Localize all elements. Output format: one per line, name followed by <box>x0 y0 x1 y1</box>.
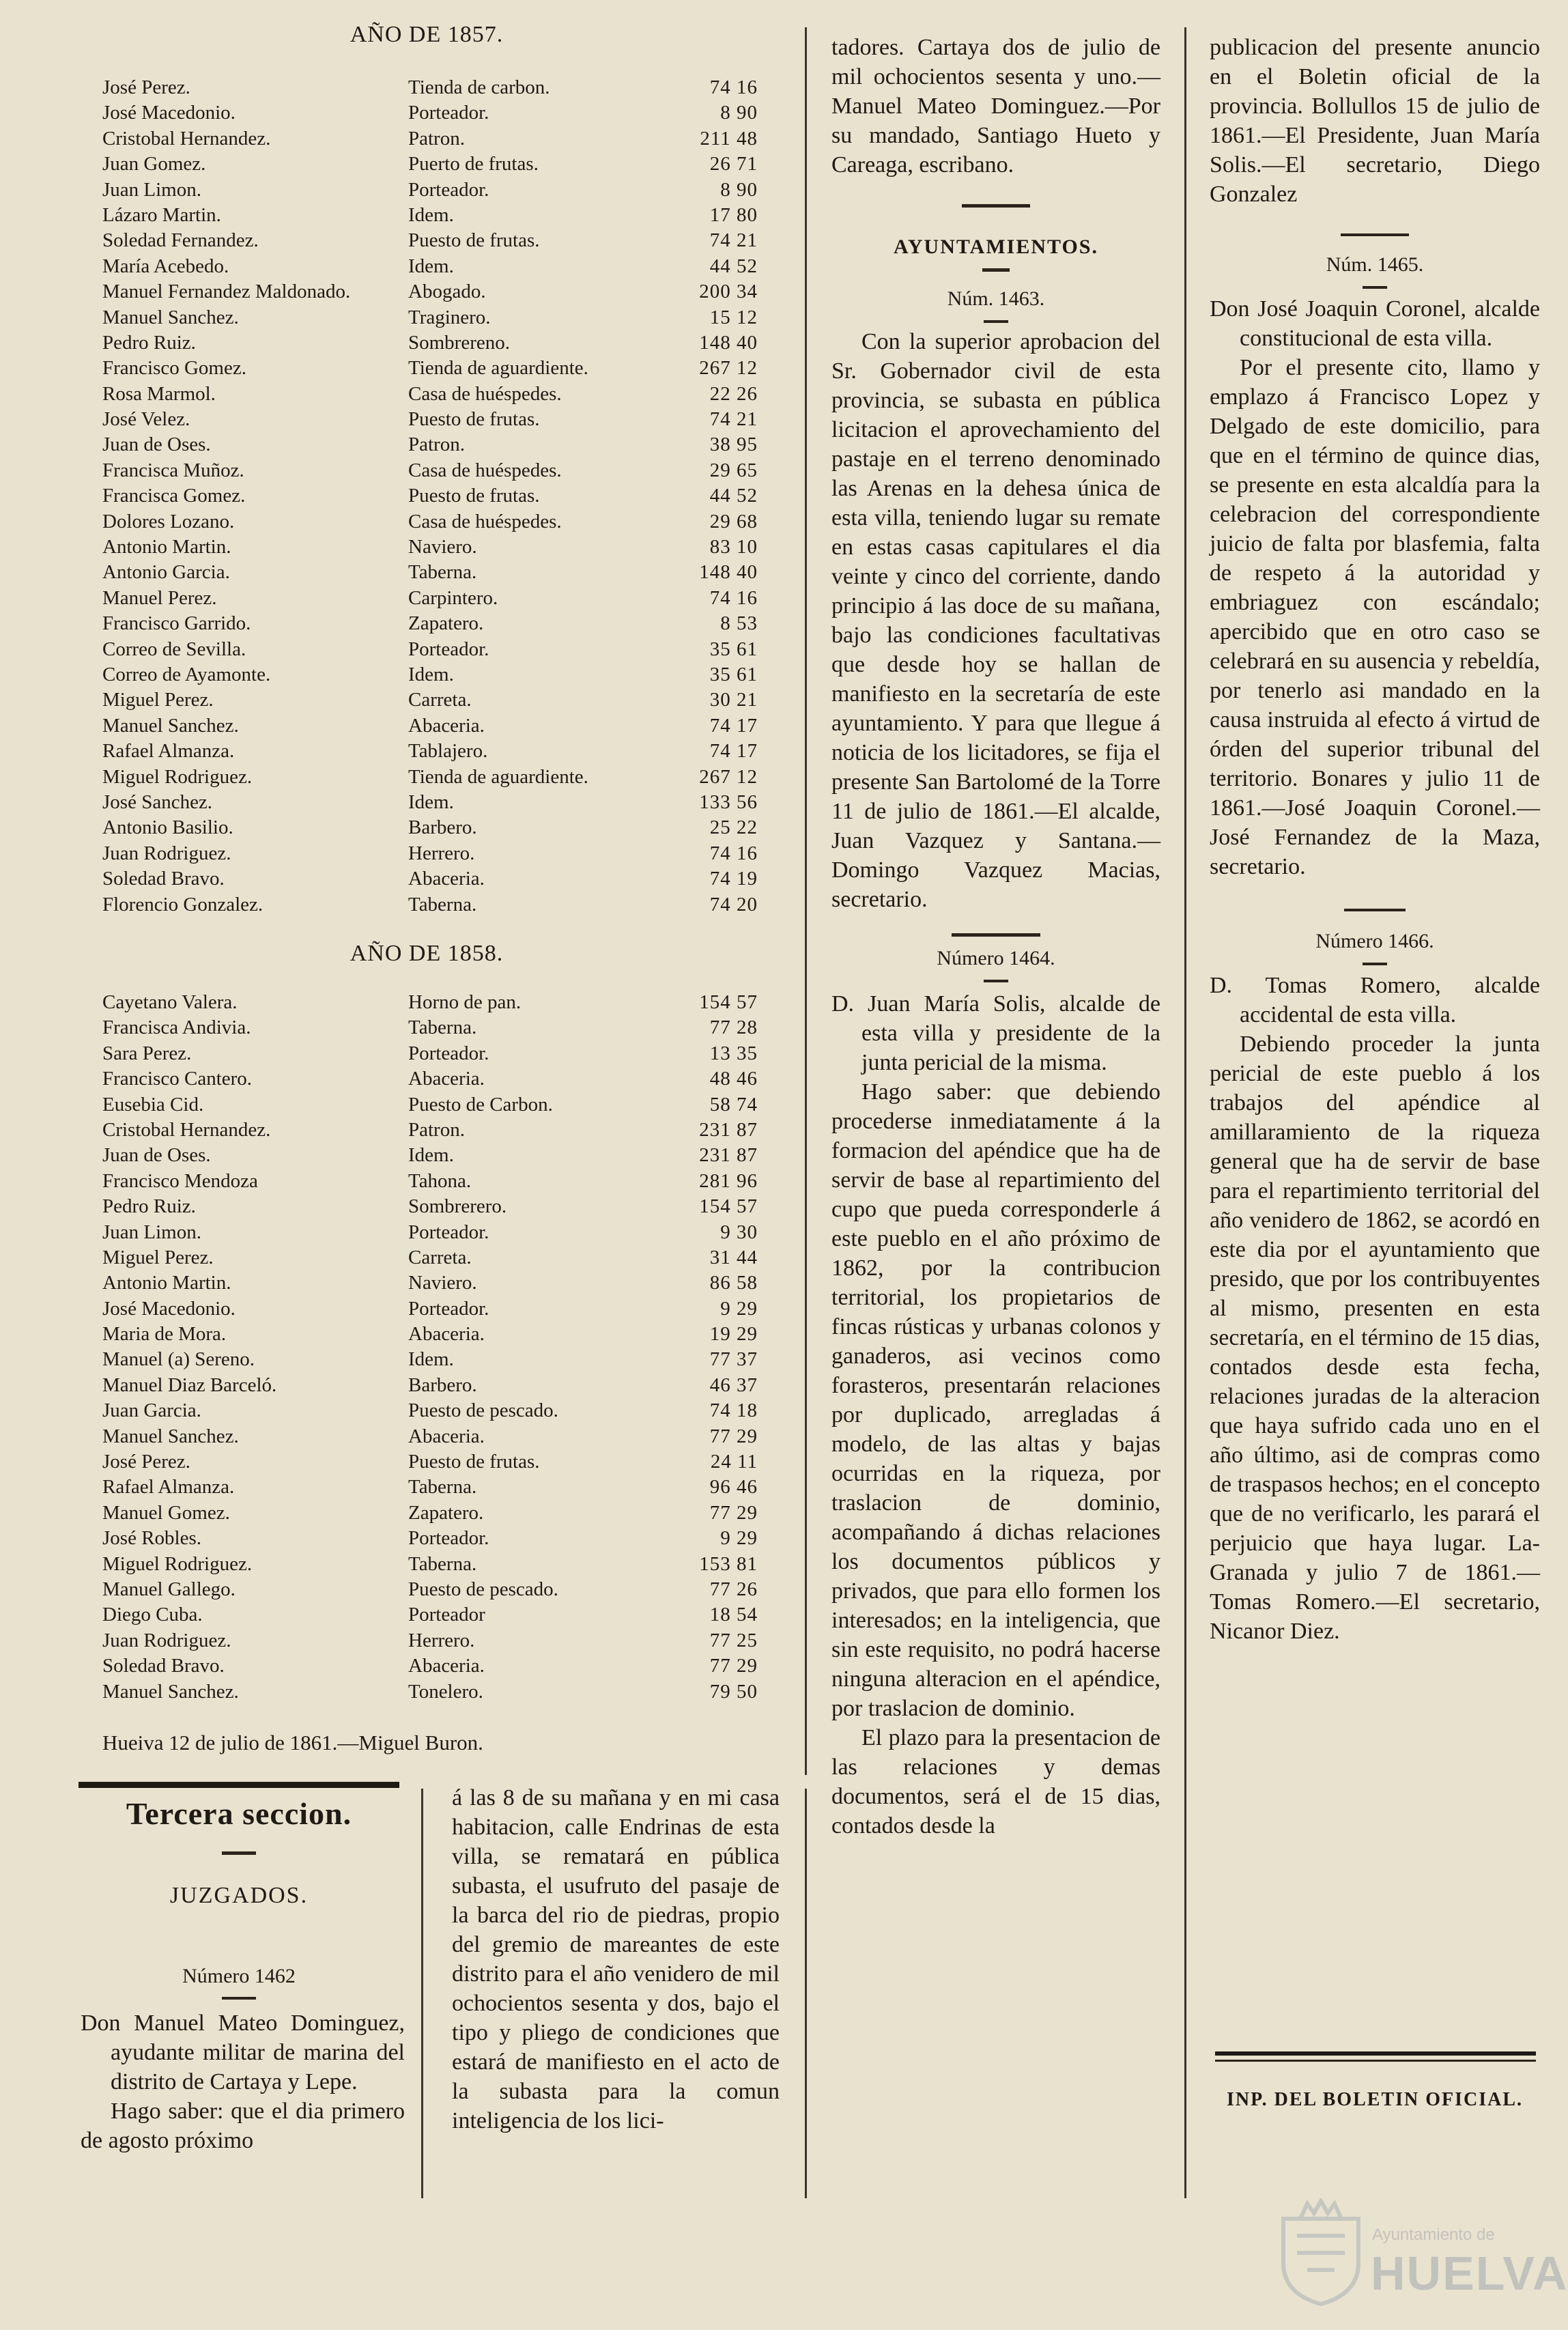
name-cell: Manuel Perez. <box>102 586 217 609</box>
section-dash-2 <box>222 1997 256 2000</box>
name-cell: Rafael Almanza. <box>102 1476 235 1498</box>
occupation-cell: Sombrerero. <box>408 1195 507 1218</box>
table-row <box>102 279 758 304</box>
occupation-cell: Taberna. <box>408 893 477 915</box>
amount-cell: 31 44 <box>709 1246 758 1268</box>
amount-cell: 24 11 <box>710 1451 758 1473</box>
occupation-cell: Casa de huéspedes. <box>408 510 562 532</box>
name-cell: Juan Gomez. <box>102 153 206 175</box>
occupation-cell: Taberna. <box>408 1476 477 1498</box>
name-cell: Soledad Bravo. <box>102 868 225 890</box>
dash-7 <box>1363 286 1387 289</box>
table-row <box>102 432 758 457</box>
imprint-rule-top <box>1215 2051 1536 2056</box>
table-row <box>102 1169 758 1194</box>
name-cell: Cayetano Valera. <box>102 991 238 1013</box>
name-cell: Manuel Gomez. <box>102 1501 230 1524</box>
occupation-cell: Barbero. <box>408 816 477 839</box>
name-cell: Juan Limon. <box>102 1221 201 1243</box>
notice-1466-heading: D. Tomas Romero, alcalde accidental de esta villa. <box>1210 973 1540 1027</box>
notice-1462-end: tadores. Cartaya dos de julio de mil ochocientos sesenta y uno.—Manuel Mateo Dominguez.—Por su mandado, Santiago Hueto y Careaga, escribano. <box>831 35 1160 177</box>
occupation-cell: Horno de pan. <box>408 991 522 1013</box>
table-row <box>102 1245 758 1270</box>
occupation-cell: Abaceria. <box>408 868 485 890</box>
amount-cell: 38 95 <box>709 434 758 456</box>
amount-cell: 77 29 <box>709 1655 758 1677</box>
amount-cell: 74 17 <box>709 740 758 763</box>
table-row <box>102 1398 758 1423</box>
amount-cell: 22 26 <box>709 382 758 405</box>
name-cell: Miguel Perez. <box>102 1246 214 1268</box>
amount-cell: 8 90 <box>720 102 758 124</box>
notice-number-1465: Núm. 1465. <box>1326 253 1424 276</box>
occupation-cell: Porteador <box>408 1604 485 1626</box>
column-4 <box>1210 33 1540 1646</box>
year-heading-1857: AÑO DE 1857. <box>350 22 504 47</box>
table-row <box>102 1373 758 1398</box>
occupation-cell: Patron. <box>408 1118 465 1141</box>
occupation-cell: Zapatero. <box>408 612 484 635</box>
notice-1465-heading: Don José Joaquin Coronel, alcalde constitucional de esta villa. <box>1210 296 1540 351</box>
name-cell: Maria de Mora. <box>102 1323 227 1346</box>
occupation-cell: Naviero. <box>408 1272 477 1294</box>
notice-1462-heading: Don Manuel Mateo Dominguez, ayudante militar de marina del distrito de Cartaya y Lepe. <box>81 2011 405 2094</box>
table-row <box>102 1449 758 1475</box>
column-divider-left <box>805 27 807 1775</box>
dash-5 <box>984 980 1008 982</box>
amount-cell: 96 46 <box>709 1476 758 1498</box>
name-cell: José Sanchez. <box>102 791 213 813</box>
amount-cell: 30 21 <box>709 689 758 711</box>
column-divider-right <box>1184 27 1186 2198</box>
amount-cell: 9 29 <box>720 1527 758 1550</box>
amount-cell: 9 29 <box>720 1297 758 1320</box>
amount-cell: 15 12 <box>709 306 758 328</box>
amount-cell: 77 28 <box>709 1017 758 1039</box>
amount-cell: 25 22 <box>709 816 758 839</box>
table-row <box>102 1118 758 1143</box>
amount-cell: 44 52 <box>709 255 758 277</box>
occupation-cell: Puesto de frutas. <box>408 485 540 507</box>
name-cell: Antonio Martin. <box>102 1272 231 1294</box>
table-row <box>102 535 758 560</box>
amount-cell: 19 29 <box>709 1323 758 1346</box>
table-row <box>102 1015 758 1040</box>
table-row <box>102 841 758 866</box>
amount-cell: 211 48 <box>700 127 758 150</box>
table-row <box>102 1552 758 1577</box>
notice-1464-body-2: El plazo para la presentacion de las relaciones y demas documentos, será el de 15 dias, contados desde la <box>831 1725 1160 1838</box>
notice-number-1462: Número 1462 <box>182 1965 296 1987</box>
table-row <box>102 1577 758 1602</box>
occupation-cell: Tonelero. <box>408 1680 483 1703</box>
imprint-rule-bottom <box>1215 2060 1536 2062</box>
name-cell: Francisca Gomez. <box>102 485 246 507</box>
name-cell: Antonio Garcia. <box>102 561 230 584</box>
amount-cell: 46 37 <box>709 1374 758 1396</box>
table-row <box>102 382 758 407</box>
amount-cell: 77 29 <box>709 1425 758 1447</box>
name-cell: José Perez. <box>102 76 190 98</box>
amount-cell: 74 21 <box>709 408 758 431</box>
table-row <box>102 1628 758 1653</box>
name-cell: Pedro Ruiz. <box>102 331 196 354</box>
name-cell: Rafael Almanza. <box>102 740 235 763</box>
table-row <box>102 1501 758 1526</box>
amount-cell: 8 90 <box>720 178 758 201</box>
dash-6 <box>1341 233 1409 236</box>
amount-cell: 74 18 <box>709 1400 758 1422</box>
name-cell: Soledad Bravo. <box>102 1655 225 1677</box>
amount-cell: 74 21 <box>709 229 758 252</box>
name-cell: Florencio Gonzalez. <box>102 893 263 915</box>
notice-1462-continued: á las 8 de su mañana y en mi casa habitacion, calle Endrinas de esta villa, se rematará en pública subasta, el usufruto del pasaje de la barca del rio de piedras, propio del gremio de mareantes de este distrito para el año venidero de mil ochocientos sesenta y dos, bajo el tipo y pliego de condiciones que estará de manifiesto en el acto de la subasta para la comun inteligencia de los lici- <box>452 1785 780 2133</box>
amount-cell: 18 54 <box>709 1604 758 1626</box>
table-row <box>102 1041 758 1066</box>
name-cell: Francisca Andivia. <box>102 1017 251 1039</box>
table-row <box>102 687 758 713</box>
amount-cell: 74 19 <box>709 868 758 890</box>
table-row <box>102 790 758 815</box>
occupation-cell: Idem. <box>408 203 454 226</box>
table-row <box>102 75 758 100</box>
name-cell: Juan Rodriguez. <box>102 1629 231 1651</box>
table-row <box>102 1270 758 1296</box>
dash-9 <box>1363 963 1387 965</box>
table-row <box>102 1602 758 1628</box>
column-3 <box>831 33 1160 1841</box>
name-cell: Francisco Gomez. <box>102 357 246 380</box>
occupation-cell: Puerto de frutas. <box>408 153 539 175</box>
section-title: Tercera seccion. <box>126 1796 352 1831</box>
occupation-cell: Abaceria. <box>408 714 485 737</box>
name-cell: Lázaro Martin. <box>102 203 221 226</box>
imprint-text: INP. DEL BOLETIN OFICIAL. <box>1226 2089 1524 2110</box>
occupation-cell: Porteador. <box>408 1297 489 1320</box>
occupation-cell: Tahona. <box>408 1169 472 1192</box>
name-cell: Francisco Mendoza <box>102 1169 258 1192</box>
occupation-cell: Abaceria. <box>408 1655 485 1677</box>
name-cell: Juan de Oses. <box>102 1144 211 1167</box>
amount-cell: 74 16 <box>709 842 758 864</box>
occupation-cell: Puesto de pescado. <box>408 1400 558 1422</box>
occupation-cell: Porteador. <box>408 1527 489 1550</box>
occupation-cell: Carreta. <box>408 1246 472 1268</box>
amount-cell: 74 20 <box>709 893 758 915</box>
name-cell: Manuel Sanchez. <box>102 714 239 737</box>
table-row <box>102 458 758 483</box>
name-cell: María Acebedo. <box>102 255 229 277</box>
name-cell: Manuel Fernandez Maldonado. <box>102 281 351 303</box>
occupation-cell: Tablajero. <box>408 740 488 763</box>
occupation-cell: Abaceria. <box>408 1323 485 1346</box>
amount-cell: 17 80 <box>709 203 758 226</box>
table-row <box>102 407 758 432</box>
name-cell: Eusebia Cid. <box>102 1093 204 1116</box>
notice-1464-end: publicacion del presente anuncio en el Boletin oficial de la provincia. Bollullos 15 de julio de 1861.—El Presidente, Juan María Solis.—El secretario, Diego Gonzalez <box>1210 35 1540 207</box>
occupation-cell: Idem. <box>408 1144 454 1167</box>
occupation-cell: Porteador. <box>408 638 489 660</box>
table-row <box>102 815 758 840</box>
name-cell: Juan de Oses. <box>102 434 211 456</box>
table-row <box>102 637 758 662</box>
table-row <box>102 1220 758 1245</box>
table-row <box>102 765 758 790</box>
table-row <box>102 509 758 535</box>
juzgados-heading: JUZGADOS. <box>169 1883 309 1908</box>
amount-cell: 74 16 <box>709 586 758 609</box>
occupation-cell: Patron. <box>408 434 465 456</box>
amount-cell: 74 17 <box>709 714 758 737</box>
dash-4 <box>952 933 1040 937</box>
amount-cell: 29 65 <box>709 459 758 481</box>
occupation-cell: Barbero. <box>408 1374 477 1396</box>
name-cell: Antonio Basilio. <box>102 816 233 839</box>
table-row <box>102 126 758 152</box>
table-row <box>102 713 758 739</box>
notice-1465-body: Por el presente cito, llamo y emplazo á Francisco Lopez y Delgado de este domicilio, para que en el término de quince dias, se presente en esta alcaldía para la celebracion del correspondiente juicio de falta por blasfemia, falta de respeto á la autoridad y embriaguez con escándalo; apercibido que en otro caso se celebrará en su ausencia y rebeldía, por tenerlo asi mandado en la causa instruida al efecto á virtud de órden del superior tribunal del territorio. Bonares y julio 11 de 1861.—José Joaquin Coronel.—José Fernandez de la Maza, secretario. <box>1210 355 1540 879</box>
name-cell: Correo de Sevilla. <box>102 638 246 660</box>
section-rule <box>79 1782 399 1788</box>
occupation-cell: Carreta. <box>408 689 472 711</box>
notice-1466-body: Debiendo proceder la junta pericial de este pueblo á los trabajos del apéndice al amillaramiento de la riqueza general que ha de servir de base para el repartimiento territorial del año venidero de 1862, se acordó en este dia por el ayuntamiento que presido, que por los contribuyentes al mismo, presenten en esta secretaría, en el término de 15 dias, contados desde esta fecha, relaciones juradas de la alteracion que haya sufrido cada uno en el año último, asi de compras como de traspasos hechos; en el concepto que de no verificarlo, les parará el perjuicio que haya lugar. La-Granada y julio 7 de 1861.—Tomas Romero.—El secretario, Nicanor Diez. <box>1210 1032 1540 1644</box>
occupation-cell: Carpintero. <box>408 586 498 609</box>
occupation-cell: Taberna. <box>408 1017 477 1039</box>
occupation-cell: Abaceria. <box>408 1068 485 1090</box>
name-cell: Dolores Lozano. <box>102 510 235 532</box>
occupation-cell: Puesto de pescado. <box>408 1578 558 1600</box>
occupation-cell: Traginero. <box>408 306 491 328</box>
name-cell: Miguel Rodriguez. <box>102 765 253 788</box>
table-1858 <box>102 990 758 1705</box>
ayuntamientos-heading: AYUNTAMIENTOS. <box>893 236 1098 258</box>
name-cell: Cristobal Hernandez. <box>102 127 271 150</box>
name-cell: Juan Limon. <box>102 178 201 201</box>
amount-cell: 77 25 <box>709 1629 758 1651</box>
table-row <box>102 254 758 279</box>
table-row <box>102 560 758 585</box>
name-cell: Manuel Gallego. <box>102 1578 236 1600</box>
name-cell: Manuel Diaz Barceló. <box>102 1374 277 1396</box>
table-row <box>102 892 758 918</box>
table-row <box>102 1296 758 1322</box>
table-row <box>102 330 758 356</box>
table-row <box>102 990 758 1015</box>
amount-cell: 26 71 <box>709 153 758 175</box>
name-cell: Correo de Ayamonte. <box>102 663 271 685</box>
name-cell: Cristobal Hernandez. <box>102 1118 271 1141</box>
name-cell: Pedro Ruiz. <box>102 1195 196 1218</box>
name-cell: José Macedonio. <box>102 1297 236 1320</box>
table-row <box>102 662 758 687</box>
dash-8 <box>1344 909 1406 911</box>
occupation-cell: Puesto de frutas. <box>408 229 540 252</box>
amount-cell: 79 50 <box>709 1680 758 1703</box>
amount-cell: 8 53 <box>720 612 758 635</box>
amount-cell: 231 87 <box>699 1118 758 1141</box>
occupation-cell: Tienda de carbon. <box>408 76 550 98</box>
name-cell: Manuel Sanchez. <box>102 1680 239 1703</box>
occupation-cell: Puesto de frutas. <box>408 408 540 431</box>
amount-cell: 77 37 <box>709 1348 758 1371</box>
name-cell: Manuel Sanchez. <box>102 306 239 328</box>
name-cell: José Macedonio. <box>102 102 236 124</box>
occupation-cell: Patron. <box>408 127 465 150</box>
table-row <box>102 1322 758 1347</box>
dash-3 <box>984 320 1008 323</box>
occupation-cell: Porteador. <box>408 178 489 201</box>
notice-1464-body: Hago saber: que debiendo procederse inmediatamente á la formacion del apéndice que ha de servir de base al repartimiento del cupo que pueda corresponderle á este pueblo en el año próximo de 1862, por la contribucion territorial, los propietarios de fincas rústicas y urbanas colonos y ganaderos, asi vecinos como forasteros, presentarán relaciones por duplicado, arregladas á modelo, de las altas y bajas ocurridas en la riqueza, por traslacion de dominio, acompañando á dichas relaciones los documentos públicos y privados, que para ello formen los interesados; en la inteligencia, que sin este requisito, no podrá hacerse ninguna alteracion en el apéndice, por traslacion de dominio. <box>831 1079 1160 1721</box>
table-row <box>102 611 758 636</box>
amount-cell: 77 26 <box>709 1578 758 1600</box>
occupation-cell: Abaceria. <box>408 1425 485 1447</box>
occupation-cell: Casa de huéspedes. <box>408 459 562 481</box>
notice-number-1464: Número 1464. <box>937 947 1055 969</box>
amount-cell: 74 16 <box>709 76 758 98</box>
name-cell: Francisca Muñoz. <box>102 459 244 481</box>
table-signature: Hueiva 12 de julio de 1861.—Miguel Buron. <box>102 1731 483 1754</box>
table-row <box>102 1526 758 1551</box>
occupation-cell: Taberna. <box>408 561 477 584</box>
amount-cell: 83 10 <box>709 536 758 558</box>
name-cell: Soledad Fernandez. <box>102 229 259 252</box>
amount-cell: 267 12 <box>699 765 758 788</box>
column-divider-lower-1 <box>421 1789 423 2198</box>
coat-of-arms-icon <box>1277 2198 1365 2307</box>
watermark-line-1: Ayuntamiento de <box>1372 2226 1495 2244</box>
amount-cell: 44 52 <box>709 485 758 507</box>
occupation-cell: Idem. <box>408 1348 454 1371</box>
amount-cell: 231 87 <box>699 1144 758 1167</box>
name-cell: Manuel (a) Sereno. <box>102 1348 255 1371</box>
table-row <box>102 177 758 203</box>
amount-cell: 200 34 <box>699 281 758 303</box>
notice-1464-heading: D. Juan María Solis, alcalde de esta villa y presidente de la junta pericial de la misma. <box>831 991 1160 1075</box>
table-row <box>102 586 758 611</box>
amount-cell: 9 30 <box>720 1221 758 1243</box>
table-1857 <box>102 75 758 918</box>
table-row <box>102 1653 758 1679</box>
table-row <box>102 228 758 253</box>
occupation-cell: Sombrereno. <box>408 331 510 354</box>
table-row <box>102 100 758 126</box>
name-cell: Antonio Martin. <box>102 536 231 558</box>
occupation-cell: Idem. <box>408 663 454 685</box>
table-row <box>102 1475 758 1500</box>
name-cell: José Velez. <box>102 408 190 431</box>
table-row <box>102 483 758 509</box>
name-cell: Sara Perez. <box>102 1042 192 1064</box>
name-cell: Francisco Cantero. <box>102 1068 253 1090</box>
occupation-cell: Porteador. <box>408 102 489 124</box>
amount-cell: 13 35 <box>709 1042 758 1064</box>
name-cell: Manuel Sanchez. <box>102 1425 239 1447</box>
name-cell: Diego Cuba. <box>102 1604 203 1626</box>
table-row <box>102 866 758 892</box>
amount-cell: 148 40 <box>699 331 758 354</box>
name-cell: José Robles. <box>102 1527 201 1550</box>
notice-1462-col2 <box>452 1783 780 2135</box>
name-cell: Miguel Perez. <box>102 689 214 711</box>
name-cell: Juan Garcia. <box>102 1400 201 1422</box>
occupation-cell: Tienda de aguardiente. <box>408 765 588 788</box>
year-heading-1858: AÑO DE 1858. <box>350 941 504 966</box>
table-row <box>102 152 758 177</box>
amount-cell: 35 61 <box>709 638 758 660</box>
amount-cell: 86 58 <box>709 1272 758 1294</box>
table-row <box>102 1066 758 1092</box>
occupation-cell: Porteador. <box>408 1221 489 1243</box>
amount-cell: 77 29 <box>709 1501 758 1524</box>
amount-cell: 148 40 <box>699 561 758 584</box>
occupation-cell: Zapatero. <box>408 1501 484 1524</box>
amount-cell: 153 81 <box>699 1552 758 1575</box>
dash-2 <box>982 268 1010 272</box>
occupation-cell: Abogado. <box>408 281 486 303</box>
section-dash <box>222 1851 256 1855</box>
amount-cell: 48 46 <box>709 1068 758 1090</box>
amount-cell: 154 57 <box>699 1195 758 1218</box>
amount-cell: 35 61 <box>709 663 758 685</box>
amount-cell: 154 57 <box>699 991 758 1013</box>
notice-number-1466: Número 1466. <box>1315 930 1434 952</box>
occupation-cell: Puesto de Carbon. <box>408 1093 553 1116</box>
name-cell: José Perez. <box>102 1451 190 1473</box>
dash-1 <box>962 204 1030 208</box>
table-row <box>102 739 758 764</box>
notice-1462-body: Hago saber: que el dia primero de agosto próximo <box>81 2099 405 2153</box>
occupation-cell: Naviero. <box>408 536 477 558</box>
table-row <box>102 1143 758 1168</box>
occupation-cell: Taberna. <box>408 1552 477 1575</box>
amount-cell: 133 56 <box>699 791 758 813</box>
notice-number-1463: Núm. 1463. <box>947 287 1045 310</box>
occupation-cell: Herrero. <box>408 1629 475 1651</box>
occupation-cell: Puesto de frutas. <box>408 1451 540 1473</box>
occupation-cell: Porteador. <box>408 1042 489 1064</box>
watermark-line-2: HUELVA <box>1371 2247 1568 2300</box>
table-row <box>102 203 758 228</box>
name-cell: Francisco Garrido. <box>102 612 251 635</box>
occupation-cell: Tienda de aguardiente. <box>408 357 588 380</box>
amount-cell: 29 68 <box>709 510 758 532</box>
name-cell: Miguel Rodriguez. <box>102 1552 253 1575</box>
table-row <box>102 1679 758 1705</box>
table-row <box>102 1092 758 1118</box>
amount-cell: 267 12 <box>699 357 758 380</box>
table-row <box>102 356 758 381</box>
table-row <box>102 305 758 330</box>
amount-cell: 281 96 <box>699 1169 758 1192</box>
table-row <box>102 1424 758 1449</box>
table-row <box>102 1194 758 1219</box>
name-cell: Juan Rodriguez. <box>102 842 231 864</box>
amount-cell: 58 74 <box>709 1093 758 1116</box>
occupation-cell: Casa de huéspedes. <box>408 382 562 405</box>
occupation-cell: Idem. <box>408 255 454 277</box>
name-cell: Rosa Marmol. <box>102 382 216 405</box>
occupation-cell: Idem. <box>408 791 454 813</box>
huelva-watermark <box>1277 2198 1568 2314</box>
occupation-cell: Herrero. <box>408 842 475 864</box>
notice-1463-body: Con la superior aprobacion del Sr. Gobernador civil de esta provincia, se subasta en pública licitacion el aprovechamiento del pastaje en el terreno denominado las Arenas en la dehesa única de esta villa, teniendo lugar su remate en estas casas capitulares el dia veinte y cinco del corriente, dando principio á las doce de su mañana, bajo las condiciones facultativas que desde hoy se hallan de manifiesto en la secretaría de este ayuntamiento. Y para que llegue á noticia de los licitadores, se fija el presente San Bartolomé de la Torre 11 de julio de 1861.—El alcalde, Juan Vazquez y Santana.—Domingo Vazquez Macias, secretario. <box>831 329 1160 912</box>
table-row <box>102 1347 758 1372</box>
notice-1462-col1 <box>81 2008 405 2155</box>
column-divider-lower-2 <box>805 1789 807 2198</box>
